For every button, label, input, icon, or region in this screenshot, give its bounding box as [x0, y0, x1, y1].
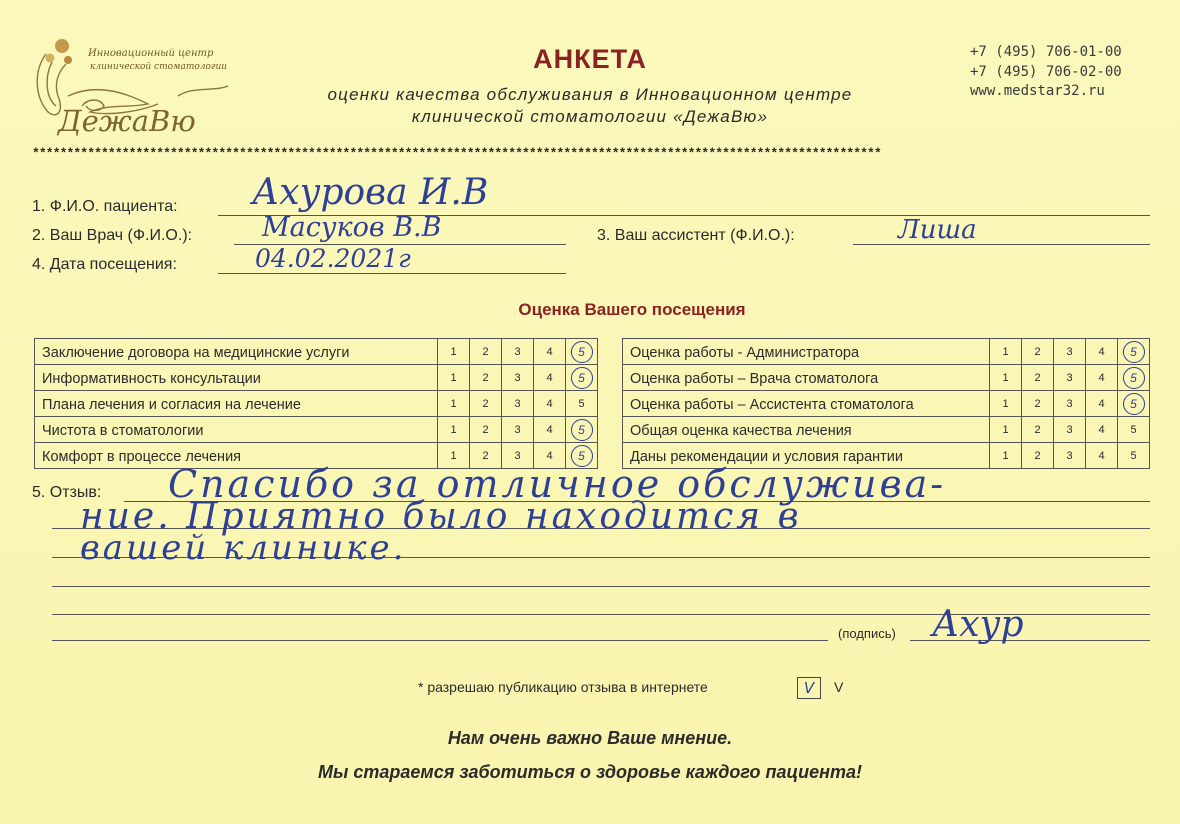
rating-score-cell[interactable] [1054, 417, 1086, 443]
subtitle-line1: оценки качества обслуживания в Инновационном центре [327, 85, 853, 104]
rating-score-cell[interactable] [990, 339, 1022, 365]
left-row [35, 339, 598, 365]
rating-score-cell[interactable] [470, 417, 502, 443]
rating-score-cell[interactable] [534, 417, 566, 443]
rating-category-label: Общая оценка качества лечения [623, 417, 990, 443]
selected-score: 5 [571, 341, 593, 363]
doctor-value: Масуков В.В [262, 212, 442, 243]
score-value: 2 [482, 371, 489, 384]
right-row [623, 391, 1150, 417]
rating-score-cell[interactable] [1022, 443, 1054, 469]
rating-score-cell[interactable] [438, 391, 470, 417]
score-value: 4 [1098, 449, 1105, 462]
review-line-6 [52, 640, 828, 641]
score-value: 3 [514, 345, 521, 358]
review-text-2: ние. Приятно было находится в [80, 496, 802, 537]
rating-score-cell[interactable] [1054, 391, 1086, 417]
logo-line2: клинической стоматологии [90, 62, 228, 72]
review-label: 5. Отзыв: [32, 484, 102, 501]
score-value: 1 [1002, 449, 1009, 462]
rating-score-cell[interactable] [1054, 365, 1086, 391]
rating-category-label: Заключение договора на медицинские услуги [35, 339, 438, 365]
rating-category-label: Оценка работы – Ассистента стоматолога [623, 391, 990, 417]
rating-score-cell[interactable] [438, 365, 470, 391]
rating-score-cell[interactable] [1086, 443, 1118, 469]
score-value: 2 [482, 449, 489, 462]
rating-score-cell[interactable] [1022, 417, 1054, 443]
score-value: 3 [514, 449, 521, 462]
score-value: 5 [1130, 423, 1137, 436]
phone-2: +7 (495) 706-02-00 [970, 63, 1122, 80]
score-value: 4 [546, 397, 553, 410]
score-value: 4 [1098, 371, 1105, 384]
score-value: 2 [1034, 449, 1041, 462]
score-value: 5 [578, 397, 585, 410]
rating-score-cell[interactable] [1054, 339, 1086, 365]
form-title: АНКЕТА [533, 44, 647, 74]
phone-1: +7 (495) 706-01-00 [970, 44, 1122, 60]
score-value: 2 [1034, 397, 1041, 410]
rating-score-cell[interactable] [990, 365, 1022, 391]
review-line-4 [52, 586, 1150, 587]
right-row [623, 339, 1150, 365]
footer-line2: Мы стараемся заботиться о здоровье каждого пациента! [317, 762, 862, 782]
star-separator: *************************************************************************************************************************** [32, 146, 881, 161]
selected-score: 5 [571, 367, 593, 389]
score-value: 1 [450, 345, 457, 358]
right-row [623, 417, 1150, 443]
score-value: 3 [514, 397, 521, 410]
rating-score-cell[interactable] [502, 391, 534, 417]
patient-value: Ахурова И.В [252, 172, 489, 213]
logo-name: ДежаВю [58, 104, 196, 138]
score-value: 1 [1002, 345, 1009, 358]
rating-table-right [622, 338, 1150, 469]
rating-score-cell[interactable] [502, 339, 534, 365]
publication-checkbox[interactable]: V [797, 677, 821, 699]
rating-score-cell[interactable] [1054, 443, 1086, 469]
score-value: 4 [546, 449, 553, 462]
footer-line1: Нам очень важно Ваше мнение. [447, 728, 733, 748]
selected-score: 5 [1123, 341, 1145, 363]
rating-score-cell[interactable] [1118, 365, 1150, 391]
rating-score-cell[interactable] [990, 443, 1022, 469]
score-value: 3 [514, 371, 521, 384]
review-text-1: Спасибо за отличное обслужива- [168, 462, 947, 506]
rating-score-cell[interactable] [470, 365, 502, 391]
score-value: 2 [1034, 371, 1041, 384]
selected-score: 5 [571, 419, 593, 441]
left-row [35, 365, 598, 391]
form-subtitle [250, 84, 930, 128]
score-value: 2 [482, 423, 489, 436]
left-row [35, 417, 598, 443]
score-value: 1 [450, 449, 457, 462]
patient-label: 1. Ф.И.О. пациента: [32, 198, 178, 215]
rating-score-cell[interactable] [1118, 391, 1150, 417]
rating-score-cell[interactable] [502, 417, 534, 443]
score-value: 1 [450, 423, 457, 436]
rating-score-cell[interactable] [534, 391, 566, 417]
score-value: 2 [482, 397, 489, 410]
assistant-value: Лиша [898, 215, 977, 245]
rating-score-cell[interactable] [1086, 339, 1118, 365]
rating-score-cell[interactable] [1118, 417, 1150, 443]
score-value: 3 [1066, 345, 1073, 358]
rating-score-cell[interactable] [566, 391, 598, 417]
contacts [970, 43, 1122, 102]
rating-score-cell[interactable] [566, 339, 598, 365]
signature-label: (подпись) [838, 626, 896, 641]
rating-score-cell[interactable] [1086, 391, 1118, 417]
rating-category-label: Даны рекомендации и условия гарантии [623, 443, 990, 469]
website: www.medstar32.ru [970, 83, 1105, 99]
score-value: 4 [546, 423, 553, 436]
subtitle-line2: клинической стоматологии «ДежаВю» [411, 107, 769, 126]
date-value: 04.02.2021г [255, 244, 411, 273]
rating-score-cell[interactable] [1022, 365, 1054, 391]
publication-consent-text: * разрешаю публикацию отзыва в интернете [418, 679, 708, 695]
score-value: 1 [1002, 423, 1009, 436]
rating-score-cell[interactable] [1086, 417, 1118, 443]
score-value: 2 [1034, 423, 1041, 436]
rating-score-cell[interactable] [534, 365, 566, 391]
score-value: 1 [1002, 397, 1009, 410]
score-value: 3 [1066, 423, 1073, 436]
rating-score-cell[interactable] [438, 339, 470, 365]
selected-score: 5 [571, 445, 593, 467]
rating-table-left [34, 338, 598, 469]
rating-category-label: Плана лечения и согласия на лечение [35, 391, 438, 417]
rating-category-label: Информативность консультации [35, 365, 438, 391]
rating-score-cell[interactable] [990, 391, 1022, 417]
rating-score-cell[interactable] [1022, 339, 1054, 365]
selected-score: 5 [1123, 367, 1145, 389]
score-value: 2 [1034, 345, 1041, 358]
logo-line1: Инновационный центр [88, 48, 214, 59]
score-value: 1 [1002, 371, 1009, 384]
rating-score-cell[interactable] [990, 417, 1022, 443]
rating-title: Оценка Вашего посещения [518, 300, 746, 319]
signature-value: Ахур [932, 604, 1024, 645]
score-value: 2 [482, 345, 489, 358]
rating-category-label: Чистота в стоматологии [35, 417, 438, 443]
publication-mark: V [834, 679, 844, 695]
rating-score-cell[interactable] [534, 339, 566, 365]
assistant-label: 3. Ваш ассистент (Ф.И.О.): [597, 227, 795, 244]
score-value: 4 [1098, 423, 1105, 436]
review-text-3: вашей клинике. [80, 528, 407, 568]
rating-category-label: Комфорт в процессе лечения [35, 443, 438, 469]
rating-score-cell[interactable] [1022, 391, 1054, 417]
score-value: 3 [1066, 371, 1073, 384]
score-value: 3 [1066, 449, 1073, 462]
score-value: 1 [450, 397, 457, 410]
rating-score-cell[interactable] [470, 391, 502, 417]
rating-score-cell[interactable] [1118, 443, 1150, 469]
score-value: 5 [1130, 449, 1137, 462]
score-value: 4 [1098, 345, 1105, 358]
score-value: 4 [546, 371, 553, 384]
left-row [35, 391, 598, 417]
selected-score: 5 [1123, 393, 1145, 415]
rating-score-cell[interactable] [1086, 365, 1118, 391]
score-value: 4 [546, 345, 553, 358]
rating-category-label: Оценка работы - Администратора [623, 339, 990, 365]
date-label: 4. Дата посещения: [32, 256, 177, 273]
doctor-label: 2. Ваш Врач (Ф.И.О.): [32, 227, 193, 244]
rating-category-label: Оценка работы – Врача стоматолога [623, 365, 990, 391]
score-value: 1 [450, 371, 457, 384]
rating-score-cell[interactable] [502, 365, 534, 391]
score-value: 4 [1098, 397, 1105, 410]
rating-score-cell[interactable] [438, 417, 470, 443]
right-row [623, 365, 1150, 391]
score-value: 3 [1066, 397, 1073, 410]
rating-score-cell[interactable] [566, 417, 598, 443]
date-line [218, 273, 566, 274]
score-value: 3 [514, 423, 521, 436]
rating-score-cell[interactable] [566, 365, 598, 391]
rating-score-cell[interactable] [1118, 339, 1150, 365]
rating-score-cell[interactable] [470, 339, 502, 365]
